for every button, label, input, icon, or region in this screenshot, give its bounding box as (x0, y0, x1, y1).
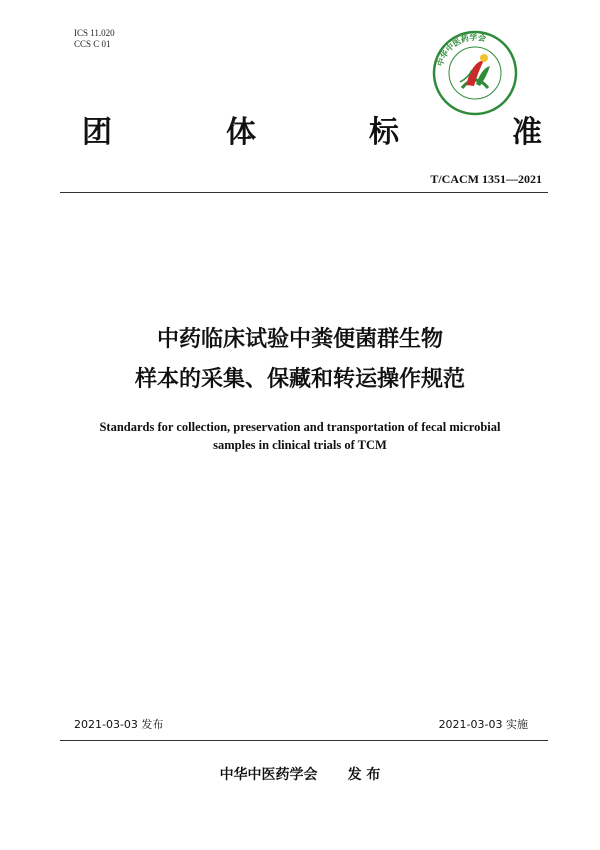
standard-type-title (0, 113, 600, 153)
english-title-line-1: Standards for collection, preservation and transportation of fecal microbial (99, 420, 501, 434)
ics-code: ICS 11.020 (74, 28, 115, 38)
ccs-code: CCS C 01 (74, 39, 111, 49)
standard-type-char: 团 (82, 115, 112, 150)
standard-type-char: 体 (226, 115, 256, 150)
seal-ring-text: 中华中医药学会 (435, 32, 487, 68)
standard-type-char: 标 (369, 115, 399, 150)
bottom-divider (60, 740, 548, 741)
top-divider (60, 192, 548, 193)
english-title-line-2: samples in clinical trials of TCM (213, 438, 387, 452)
publisher-name: 中华中医药学会 (219, 767, 318, 783)
release-date: 2021-03-03 发布 (74, 718, 164, 731)
publish-action: 发 布 (347, 767, 381, 783)
standard-code: T/CACM 1351—2021 (430, 172, 542, 186)
classification-codes (74, 28, 115, 50)
chinese-title-line-2: 样本的采集、保藏和转运操作规范 (134, 367, 465, 392)
implementation-date: 2021-03-03 实施 (438, 718, 528, 731)
standard-type-char: 准 (512, 115, 542, 150)
chinese-title-line-1: 中药临床试验中粪便菌群生物 (156, 327, 443, 352)
publisher-line (0, 764, 600, 784)
organization-seal-icon (432, 30, 518, 116)
